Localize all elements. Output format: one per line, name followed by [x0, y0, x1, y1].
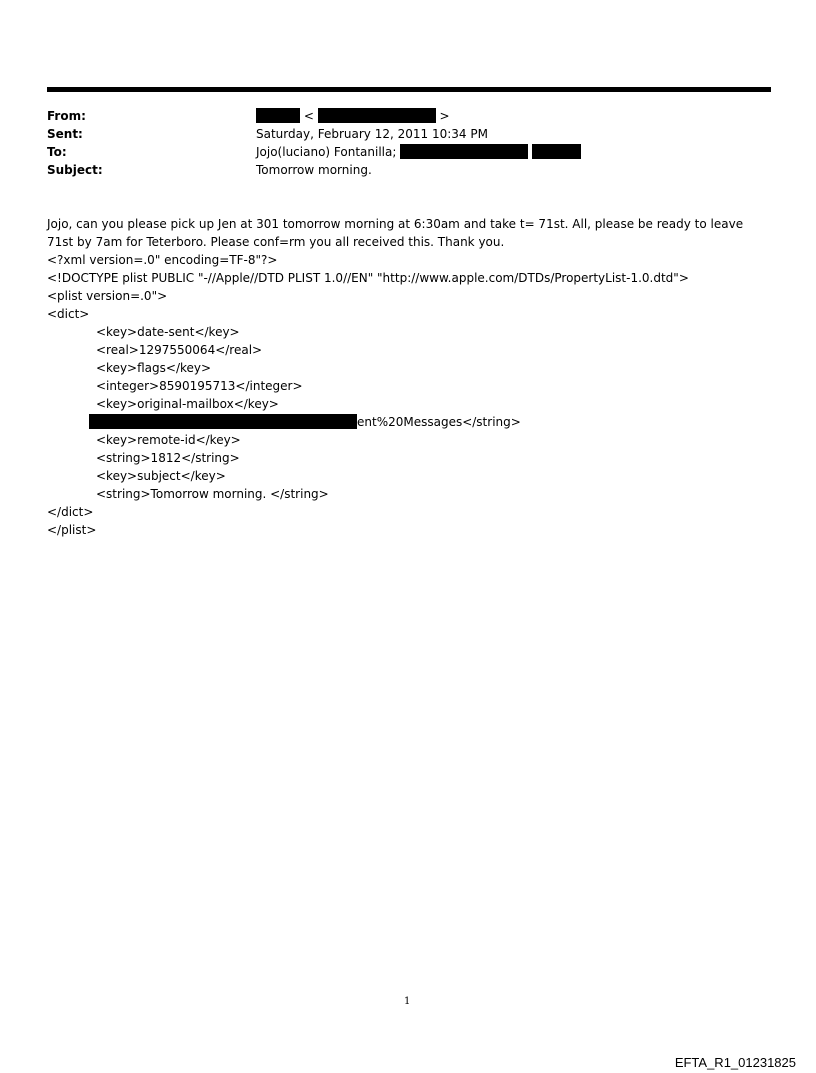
redaction-box	[318, 108, 436, 123]
message-body	[47, 215, 771, 539]
subject-label: Subject:	[47, 163, 103, 177]
plist-entry: <key>subject</key>	[96, 469, 226, 483]
mailbox-tail: ent%20Messages</string>	[357, 415, 521, 429]
from-gt: >	[439, 109, 450, 123]
message-text: Jojo, can you please pick up Jen at 301 tomorrow morning at 6:30am and take t= 71st. All, please be ready to leave 71st by 7am for Teterboro. Please conf=rm you all received this. Thank you.	[47, 217, 744, 249]
sent-label: Sent:	[47, 127, 83, 141]
redaction-box	[256, 108, 300, 123]
sent-value: Saturday, February 12, 2011 10:34 PM	[256, 127, 488, 141]
redaction-box	[89, 414, 357, 429]
to-label: To:	[47, 145, 67, 159]
plist-close: </plist>	[47, 523, 97, 537]
dict-open: <dict>	[47, 307, 90, 321]
from-lt: <	[303, 109, 314, 123]
plist-entry: <real>1297550064</real>	[96, 343, 263, 357]
plist-entry: <integer>8590195713</integer>	[96, 379, 303, 393]
plist-entry: <key>flags</key>	[96, 361, 212, 375]
redaction-box	[400, 144, 528, 159]
doctype-line: <!DOCTYPE plist PUBLIC "-//Apple//DTD PLIST 1.0//EN" "http://www.apple.com/DTDs/PropertyList-1.0.dtd">	[47, 271, 689, 285]
top-rule	[47, 87, 771, 92]
plist-entry: <key>remote-id</key>	[96, 433, 241, 447]
to-recipient: Jojo(luciano) Fontanilla;	[256, 145, 397, 159]
plist-open: <plist version=.0">	[47, 289, 168, 303]
mailbox-line	[47, 413, 771, 431]
bates-number: EFTA_R1_01231825	[674, 1055, 796, 1070]
to-value	[256, 143, 581, 161]
from-label: From:	[47, 109, 86, 123]
xml-declaration: <?xml version=.0" encoding=TF-8"?>	[47, 253, 278, 267]
from-value	[256, 107, 450, 125]
plist-entry: <key>date-sent</key>	[96, 325, 240, 339]
plist-entry: <string>1812</string>	[96, 451, 240, 465]
dict-close: </dict>	[47, 505, 94, 519]
redaction-box	[532, 144, 581, 159]
page-number: 1	[404, 996, 411, 1007]
plist-entry: <string>Tomorrow morning. </string>	[96, 487, 329, 501]
subject-value: Tomorrow morning.	[256, 163, 372, 177]
plist-entry: <key>original-mailbox</key>	[96, 397, 279, 411]
